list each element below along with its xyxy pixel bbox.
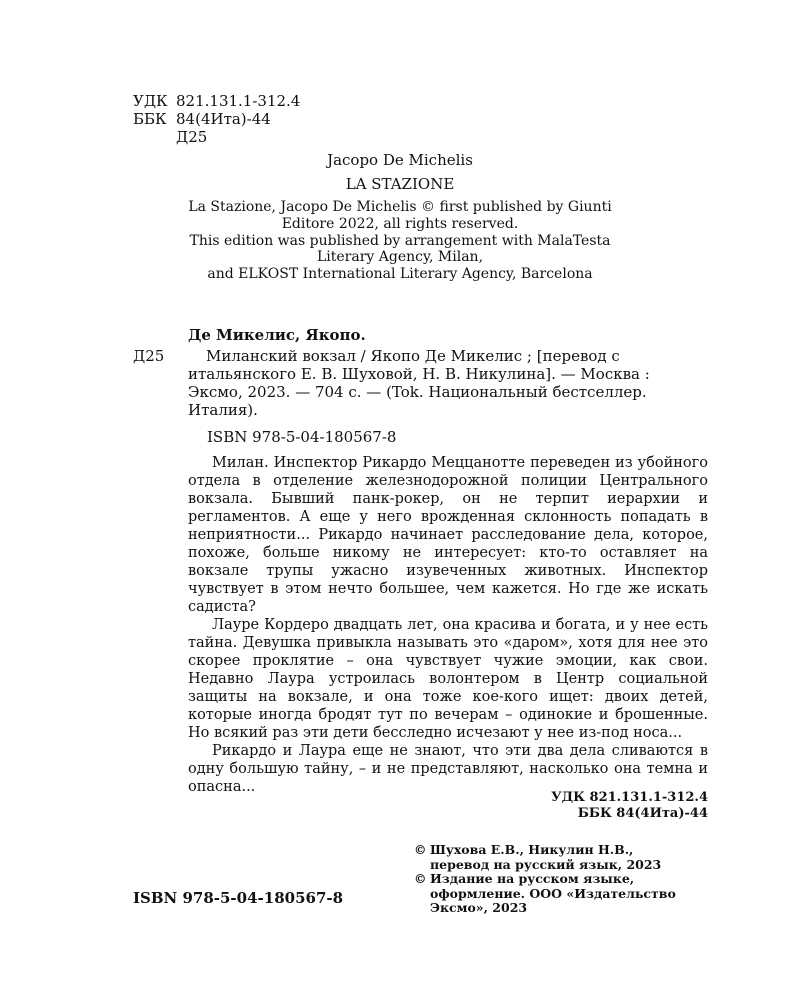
udk-label: УДК bbox=[133, 92, 168, 110]
bottom-udk: УДК 821.131.1-312.4 bbox=[551, 790, 708, 805]
copyright-line: Шухова Е.В., Никулин Н.В., bbox=[430, 842, 634, 857]
copyright-line: оформление. ООО «Издательство bbox=[430, 885, 676, 901]
annotation bbox=[188, 454, 708, 796]
author-mark: Д25 bbox=[176, 128, 208, 146]
bbk-value: 84(4Ита)-44 bbox=[176, 110, 271, 128]
rights-line: Literary Agency, Milan, bbox=[316, 249, 484, 266]
catalog-line: Эксмо, 2023. — 704 с. — (Tok. Национальный бестселлер. bbox=[188, 383, 647, 401]
catalog-line: Италия). bbox=[188, 401, 258, 419]
annotation-paragraph: Милан. Инспектор Рикардо Меццанотте переведен из убойного отдела в отделение железнодорожной полиции Центрального вокзала. Бывший панк-рокер, он не терпит иерархии и регламентов. А еще у него врожденная склонность попадать в неприятности... Рикардо начинает расследование дела, которое, похоже, больше никому не интересует: кто-то оставляет на вокзале трупы ужасно изувеченных животных. Инспектор чувствует в этом нечто большее, чем кажется. Но где же искать садиста? bbox=[188, 455, 708, 615]
udk-row bbox=[133, 92, 300, 110]
bbk-row bbox=[133, 110, 271, 128]
rights-line: This edition was published by arrangement with MalaTesta bbox=[189, 232, 611, 249]
copyright-edition bbox=[414, 872, 714, 916]
copyright-block bbox=[414, 843, 714, 916]
udk-value: 821.131.1-312.4 bbox=[176, 92, 301, 110]
bbk-label: ББК bbox=[133, 110, 167, 128]
original-author: Jacopo De Michelis bbox=[327, 151, 473, 169]
rights-line: and ELKOST International Literary Agency, Barcelona bbox=[207, 266, 593, 283]
rights-line: La Stazione, Jacopo De Michelis © first published by Giunti bbox=[188, 199, 612, 215]
copyright-sign: © bbox=[414, 842, 427, 857]
rights-line: Editore 2022, all rights reserved. bbox=[281, 215, 519, 232]
copyright-line: перевод на русский язык, 2023 bbox=[430, 856, 662, 872]
catalog-description bbox=[188, 347, 708, 419]
footer-isbn: ISBN 978-5-04-180567-8 bbox=[133, 889, 344, 907]
original-title: LA STAZIONE bbox=[345, 175, 455, 193]
catalog-mark: Д25 bbox=[133, 347, 165, 365]
copyright-line: Эксмо», 2023 bbox=[430, 900, 528, 915]
catalog-heading: Де Микелис, Якопо. bbox=[188, 326, 366, 344]
rights-block bbox=[0, 199, 800, 283]
author-mark-row bbox=[176, 128, 207, 146]
copyright-translation bbox=[414, 843, 714, 872]
annotation-paragraph: Лауре Кордеро двадцать лет, она красива и богата, и у нее есть тайна. Девушка привыкла называть это «даром», хотя для нее это скорее проклятие – она чувствует чужие эмоции, как свои. Недавно Лаура устроилась волонтером в Центр социальной защиты на вокзале, и она тоже кое-кого ищет: двоих детей, которые иногда бродят тут по вечерам – одинокие и брошенные. Но всякий раз эти дети бесследно исчезают у нее из-под носа... bbox=[188, 617, 708, 741]
copyright-line: Издание на русском языке, bbox=[430, 871, 635, 886]
copyright-sign: © bbox=[414, 871, 427, 886]
catalog-line: Миланский вокзал / Якопо Де Микелис ; [перевод с bbox=[206, 347, 620, 365]
bottom-bbk: ББК 84(4Ита)-44 bbox=[577, 806, 708, 821]
bottom-codes bbox=[400, 790, 708, 822]
catalog-line: итальянского Е. В. Шуховой, Н. В. Никулина]. — Москва : bbox=[188, 365, 650, 383]
catalog-isbn: ISBN 978-5-04-180567-8 bbox=[207, 428, 397, 446]
annotation-paragraph: Рикардо и Лаура еще не знают, что эти два дела сливаются в одну большую тайну, – и не представляют, насколько она темна и опасна... bbox=[188, 743, 708, 795]
